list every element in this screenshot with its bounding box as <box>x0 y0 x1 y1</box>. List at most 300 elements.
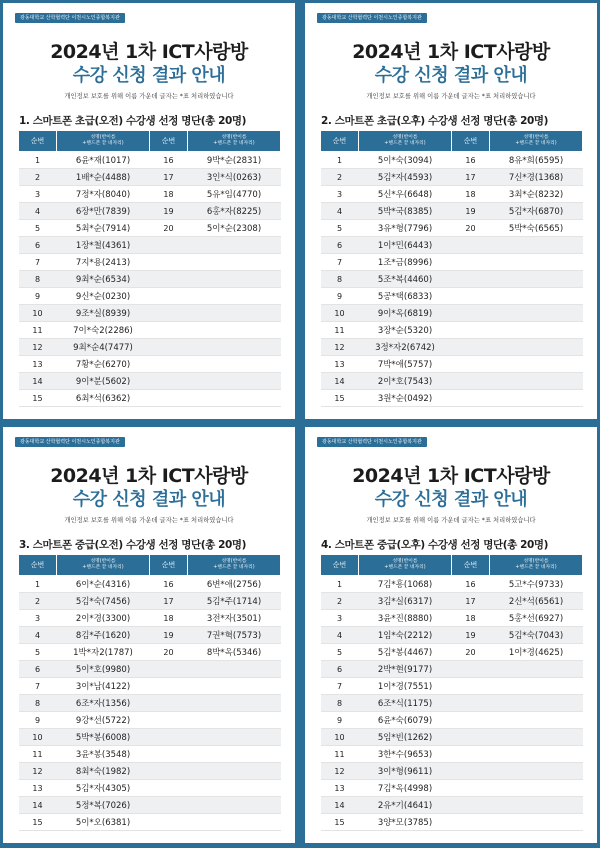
empty-cell <box>490 339 583 356</box>
empty-cell <box>452 712 490 729</box>
student-name: 2이*호(7543) <box>359 373 452 390</box>
row-number: 1 <box>321 152 359 169</box>
empty-cell <box>452 390 490 407</box>
table-row <box>19 763 281 780</box>
student-name: 3이*남(4122) <box>57 678 150 695</box>
header-name-line2: +핸드폰 끝 네자리) <box>515 141 557 146</box>
empty-cell <box>150 356 188 373</box>
student-name: 1임*숙(2212) <box>359 627 452 644</box>
row-number: 2 <box>19 593 57 610</box>
table-row <box>321 373 583 390</box>
student-name: 6조*자(1356) <box>57 695 150 712</box>
empty-cell <box>150 271 188 288</box>
student-name: 5정*복(7026) <box>57 797 150 814</box>
row-number: 12 <box>19 339 57 356</box>
empty-cell <box>452 814 490 831</box>
row-number: 11 <box>321 322 359 339</box>
header-name <box>57 131 150 152</box>
student-name: 3이*형(9611) <box>359 763 452 780</box>
student-name: 6변*애(2756) <box>188 576 281 593</box>
student-name: 3최*순(8232) <box>490 186 583 203</box>
table-row <box>19 339 281 356</box>
row-number: 5 <box>321 220 359 237</box>
student-name: 6홍*자(8225) <box>188 203 281 220</box>
row-number: 15 <box>321 814 359 831</box>
table-row <box>321 712 583 729</box>
student-name: 3장*순(5320) <box>359 322 452 339</box>
row-number: 7 <box>19 678 57 695</box>
row-number: 8 <box>19 271 57 288</box>
empty-cell <box>188 237 281 254</box>
student-name: 7김*흥(1068) <box>359 576 452 593</box>
empty-cell <box>150 729 188 746</box>
empty-cell <box>150 390 188 407</box>
row-number: 8 <box>19 695 57 712</box>
empty-cell <box>188 390 281 407</box>
empty-cell <box>150 288 188 305</box>
table-row <box>19 678 281 695</box>
title-line-1: 2024년 1차 ICT사랑방 <box>50 465 248 487</box>
row-number: 17 <box>452 169 490 186</box>
student-name: 5조*복(4460) <box>359 271 452 288</box>
student-name: 1이*민(6443) <box>359 237 452 254</box>
table-row <box>321 678 583 695</box>
student-name: 1이*경(4625) <box>490 644 583 661</box>
student-name: 7이*숙2(2286) <box>57 322 150 339</box>
student-name: 5이*호(9980) <box>57 661 150 678</box>
empty-cell <box>150 373 188 390</box>
student-name: 8유*희(6595) <box>490 152 583 169</box>
notice-panel-4 <box>305 427 597 843</box>
student-name: 7권*혁(7573) <box>188 627 281 644</box>
empty-cell <box>490 661 583 678</box>
header-num: 순번 <box>321 555 359 576</box>
student-name: 5공*택(6833) <box>359 288 452 305</box>
privacy-notice: 개인정보 보호를 위해 이름 가운데 글자는 *표 처리하였습니다 <box>366 93 536 100</box>
row-number: 1 <box>321 576 359 593</box>
row-number: 2 <box>19 169 57 186</box>
section-title: 3. 스마트폰 중급(오전) 수강생 선정 명단(총 20명) <box>19 539 247 551</box>
row-number: 3 <box>321 610 359 627</box>
privacy-notice: 개인정보 보호를 위해 이름 가운데 글자는 *표 처리하였습니다 <box>64 517 234 524</box>
notice-panel-2 <box>305 3 597 419</box>
header-num: 순번 <box>321 131 359 152</box>
table-row <box>321 390 583 407</box>
student-name: 6윤*재(1017) <box>57 152 150 169</box>
row-number: 10 <box>321 729 359 746</box>
empty-cell <box>452 797 490 814</box>
table-row <box>19 593 281 610</box>
empty-cell <box>150 814 188 831</box>
section-title: 2. 스마트폰 초급(오후) 수강생 선정 명단(총 20명) <box>321 115 549 127</box>
empty-cell <box>150 237 188 254</box>
table-row <box>321 814 583 831</box>
header-name-line2: +핸드폰 끝 네자리) <box>82 141 124 146</box>
empty-cell <box>150 780 188 797</box>
empty-cell <box>150 712 188 729</box>
empty-cell <box>188 322 281 339</box>
empty-cell <box>490 695 583 712</box>
table-row <box>321 186 583 203</box>
student-name: 9이*옥(6819) <box>359 305 452 322</box>
student-name: 7정*자(8040) <box>57 186 150 203</box>
table-row <box>19 186 281 203</box>
row-number: 11 <box>19 322 57 339</box>
row-number: 14 <box>19 373 57 390</box>
row-number: 15 <box>19 814 57 831</box>
row-number: 16 <box>150 152 188 169</box>
row-number: 3 <box>321 186 359 203</box>
empty-cell <box>188 339 281 356</box>
student-name: 3전*자(3501) <box>188 610 281 627</box>
empty-cell <box>490 356 583 373</box>
table-row <box>321 746 583 763</box>
header-name-line2: +핸드폰 끝 네자리) <box>384 141 426 146</box>
student-name: 1박*자2(1787) <box>57 644 150 661</box>
empty-cell <box>150 695 188 712</box>
empty-cell <box>188 678 281 695</box>
student-name: 3인*식(0263) <box>188 169 281 186</box>
org-label: 광동대학교 산학협력단 이천시노인종합복지관 <box>317 437 427 447</box>
empty-cell <box>490 712 583 729</box>
student-name: 7지*용(2413) <box>57 254 150 271</box>
student-name: 5김*숙(7456) <box>57 593 150 610</box>
empty-cell <box>490 780 583 797</box>
empty-cell <box>490 237 583 254</box>
student-name: 5김*주(1714) <box>188 593 281 610</box>
table-row <box>19 220 281 237</box>
row-number: 16 <box>452 576 490 593</box>
student-name: 5박*국(8385) <box>359 203 452 220</box>
table-row <box>19 780 281 797</box>
empty-cell <box>490 678 583 695</box>
row-number: 18 <box>452 610 490 627</box>
table-row <box>19 661 281 678</box>
org-label: 광동대학교 산학협력단 이천시노인종합복지관 <box>317 13 427 23</box>
row-number: 11 <box>19 746 57 763</box>
empty-cell <box>452 678 490 695</box>
table-row <box>321 729 583 746</box>
student-name: 5김*자(4305) <box>57 780 150 797</box>
empty-cell <box>490 746 583 763</box>
empty-cell <box>452 322 490 339</box>
student-name: 9박*순(2831) <box>188 152 281 169</box>
row-number: 11 <box>321 746 359 763</box>
empty-cell <box>490 254 583 271</box>
empty-cell <box>452 763 490 780</box>
student-name: 2박*현(9177) <box>359 661 452 678</box>
table-row <box>321 356 583 373</box>
row-number: 12 <box>19 763 57 780</box>
row-number: 1 <box>19 576 57 593</box>
student-name: 5고*수(9733) <box>490 576 583 593</box>
row-number: 19 <box>452 203 490 220</box>
student-name: 6최*석(6362) <box>57 390 150 407</box>
empty-cell <box>452 729 490 746</box>
student-name: 1장*철(4361) <box>57 237 150 254</box>
student-name: 7박*애(5757) <box>359 356 452 373</box>
section-title: 4. 스마트폰 중급(오후) 수강생 선정 명단(총 20명) <box>321 539 549 551</box>
roster-table <box>18 130 281 407</box>
row-number: 12 <box>321 339 359 356</box>
empty-cell <box>452 356 490 373</box>
notice-panel-1 <box>3 3 295 419</box>
privacy-notice: 개인정보 보호를 위해 이름 가운데 글자는 *표 처리하였습니다 <box>64 93 234 100</box>
student-name: 5김*숙(7043) <box>490 627 583 644</box>
student-name: 3유*형(7796) <box>359 220 452 237</box>
table-row <box>19 169 281 186</box>
student-name: 5박*봉(6008) <box>57 729 150 746</box>
table-row <box>19 373 281 390</box>
header-num: 순번 <box>150 555 188 576</box>
empty-cell <box>188 814 281 831</box>
student-name: 5이*숙(3094) <box>359 152 452 169</box>
empty-cell <box>490 797 583 814</box>
empty-cell <box>150 305 188 322</box>
table-row <box>19 203 281 220</box>
title-line-1: 2024년 1차 ICT사랑방 <box>50 41 248 63</box>
header-name-line2: +핸드폰 끝 네자리) <box>515 565 557 570</box>
table-row <box>19 356 281 373</box>
header-name-line1: 성명(반이름 <box>523 134 549 140</box>
student-name: 6장*만(7839) <box>57 203 150 220</box>
row-number: 2 <box>321 593 359 610</box>
student-name: 7김*옥(4998) <box>359 780 452 797</box>
empty-cell <box>188 373 281 390</box>
header-name-line1: 성명(반이름 <box>523 558 549 564</box>
table-row <box>321 271 583 288</box>
table-row <box>321 576 583 593</box>
table-header-row <box>19 555 281 576</box>
table-row <box>321 627 583 644</box>
table-row <box>19 322 281 339</box>
row-number: 9 <box>321 712 359 729</box>
table-row <box>321 203 583 220</box>
student-name: 9최*순(6534) <box>57 271 150 288</box>
row-number: 15 <box>19 390 57 407</box>
student-name: 5최*순(7914) <box>57 220 150 237</box>
row-number: 7 <box>19 254 57 271</box>
table-row <box>19 576 281 593</box>
header-num: 순번 <box>19 131 57 152</box>
row-number: 8 <box>321 695 359 712</box>
table-header-row <box>321 555 583 576</box>
student-name: 1배*순(4488) <box>57 169 150 186</box>
roster-table <box>320 554 583 831</box>
row-number: 6 <box>19 237 57 254</box>
table-row <box>321 339 583 356</box>
student-name: 2유*기(4641) <box>359 797 452 814</box>
student-name: 3정*자2(6742) <box>359 339 452 356</box>
org-label: 광동대학교 산학협력단 이천시노인종합복지관 <box>15 13 125 23</box>
table-row <box>19 814 281 831</box>
empty-cell <box>452 661 490 678</box>
table-row <box>19 237 281 254</box>
student-name: 9신*순(0230) <box>57 288 150 305</box>
row-number: 6 <box>321 237 359 254</box>
row-number: 6 <box>321 661 359 678</box>
empty-cell <box>452 271 490 288</box>
empty-cell <box>188 780 281 797</box>
table-row <box>321 169 583 186</box>
table-row <box>19 254 281 271</box>
table-header-row <box>321 131 583 152</box>
header-name <box>57 555 150 576</box>
empty-cell <box>452 254 490 271</box>
privacy-notice: 개인정보 보호를 위해 이름 가운데 글자는 *표 처리하였습니다 <box>366 517 536 524</box>
table-row <box>19 271 281 288</box>
empty-cell <box>452 339 490 356</box>
empty-cell <box>490 271 583 288</box>
table-row <box>321 593 583 610</box>
student-name: 3원*순(0492) <box>359 390 452 407</box>
row-number: 20 <box>150 220 188 237</box>
table-row <box>19 305 281 322</box>
empty-cell <box>188 712 281 729</box>
row-number: 5 <box>321 644 359 661</box>
row-number: 17 <box>452 593 490 610</box>
row-number: 1 <box>19 152 57 169</box>
row-number: 19 <box>452 627 490 644</box>
header-name-line2: +핸드폰 끝 네자리) <box>213 141 255 146</box>
header-name-line1: 성명(반이름 <box>221 134 247 140</box>
header-name <box>359 131 452 152</box>
empty-cell <box>150 678 188 695</box>
row-number: 5 <box>19 220 57 237</box>
student-name: 6조*식(1175) <box>359 695 452 712</box>
row-number: 12 <box>321 763 359 780</box>
student-name: 5이*오(6381) <box>57 814 150 831</box>
student-name: 9조*실(8939) <box>57 305 150 322</box>
table-row <box>321 305 583 322</box>
student-name: 5홍*선(6927) <box>490 610 583 627</box>
empty-cell <box>490 322 583 339</box>
table-row <box>19 644 281 661</box>
empty-cell <box>188 254 281 271</box>
student-name: 6이*순(4316) <box>57 576 150 593</box>
table-row <box>321 288 583 305</box>
table-row <box>19 695 281 712</box>
header-num: 순번 <box>452 131 490 152</box>
student-name: 3한*수(9653) <box>359 746 452 763</box>
row-number: 4 <box>321 203 359 220</box>
org-label: 광동대학교 산학협력단 이천시노인종합복지관 <box>15 437 125 447</box>
row-number: 18 <box>452 186 490 203</box>
row-number: 20 <box>150 644 188 661</box>
row-number: 6 <box>19 661 57 678</box>
roster-table <box>18 554 281 831</box>
empty-cell <box>490 814 583 831</box>
table-row <box>19 390 281 407</box>
student-name: 1이*경(7551) <box>359 678 452 695</box>
student-name: 8김*주(1620) <box>57 627 150 644</box>
header-num: 순번 <box>150 131 188 152</box>
student-name: 3윤*진(8880) <box>359 610 452 627</box>
empty-cell <box>452 288 490 305</box>
row-number: 20 <box>452 220 490 237</box>
header-name-line1: 성명(반이름 <box>392 134 418 140</box>
header-name-line1: 성명(반이름 <box>221 558 247 564</box>
row-number: 18 <box>150 186 188 203</box>
empty-cell <box>490 390 583 407</box>
row-number: 4 <box>321 627 359 644</box>
row-number: 16 <box>452 152 490 169</box>
header-name <box>188 555 281 576</box>
header-name-line2: +핸드폰 끝 네자리) <box>384 565 426 570</box>
table-row <box>321 237 583 254</box>
row-number: 4 <box>19 627 57 644</box>
table-row <box>321 763 583 780</box>
header-name-line1: 성명(반이름 <box>392 558 418 564</box>
student-name: 8최*숙(1982) <box>57 763 150 780</box>
empty-cell <box>490 305 583 322</box>
table-row <box>19 627 281 644</box>
empty-cell <box>150 339 188 356</box>
row-number: 14 <box>321 373 359 390</box>
row-number: 8 <box>321 271 359 288</box>
table-row <box>321 254 583 271</box>
row-number: 3 <box>19 610 57 627</box>
empty-cell <box>188 763 281 780</box>
roster-table <box>320 130 583 407</box>
table-row <box>321 695 583 712</box>
table-row <box>321 661 583 678</box>
row-number: 13 <box>321 356 359 373</box>
row-number: 7 <box>321 678 359 695</box>
student-name: 3김*실(6317) <box>359 593 452 610</box>
table-row <box>321 220 583 237</box>
row-number: 13 <box>321 780 359 797</box>
empty-cell <box>452 746 490 763</box>
header-num: 순번 <box>452 555 490 576</box>
row-number: 14 <box>19 797 57 814</box>
header-name-line2: +핸드폰 끝 네자리) <box>213 565 255 570</box>
empty-cell <box>188 356 281 373</box>
title-line-2: 수강 신청 결과 안내 <box>72 489 226 510</box>
empty-cell <box>490 288 583 305</box>
student-name: 8박*옥(5346) <box>188 644 281 661</box>
empty-cell <box>452 695 490 712</box>
table-row <box>19 746 281 763</box>
student-name: 3양*모(3785) <box>359 814 452 831</box>
table-header-row <box>19 131 281 152</box>
title-line-1: 2024년 1차 ICT사랑방 <box>352 465 550 487</box>
empty-cell <box>188 729 281 746</box>
header-name-line2: +핸드폰 끝 네자리) <box>82 565 124 570</box>
empty-cell <box>150 763 188 780</box>
empty-cell <box>150 254 188 271</box>
empty-cell <box>452 780 490 797</box>
table-row <box>19 288 281 305</box>
empty-cell <box>150 797 188 814</box>
student-name: 9강*선(5722) <box>57 712 150 729</box>
row-number: 10 <box>321 305 359 322</box>
row-number: 14 <box>321 797 359 814</box>
table-row <box>19 729 281 746</box>
title-line-2: 수강 신청 결과 안내 <box>374 489 528 510</box>
empty-cell <box>188 305 281 322</box>
empty-cell <box>188 695 281 712</box>
empty-cell <box>452 305 490 322</box>
table-row <box>321 797 583 814</box>
student-name: 1조*금(8996) <box>359 254 452 271</box>
student-name: 5김*자(4593) <box>359 169 452 186</box>
title-line-2: 수강 신청 결과 안내 <box>374 65 528 86</box>
row-number: 17 <box>150 593 188 610</box>
row-number: 20 <box>452 644 490 661</box>
empty-cell <box>452 373 490 390</box>
empty-cell <box>490 763 583 780</box>
